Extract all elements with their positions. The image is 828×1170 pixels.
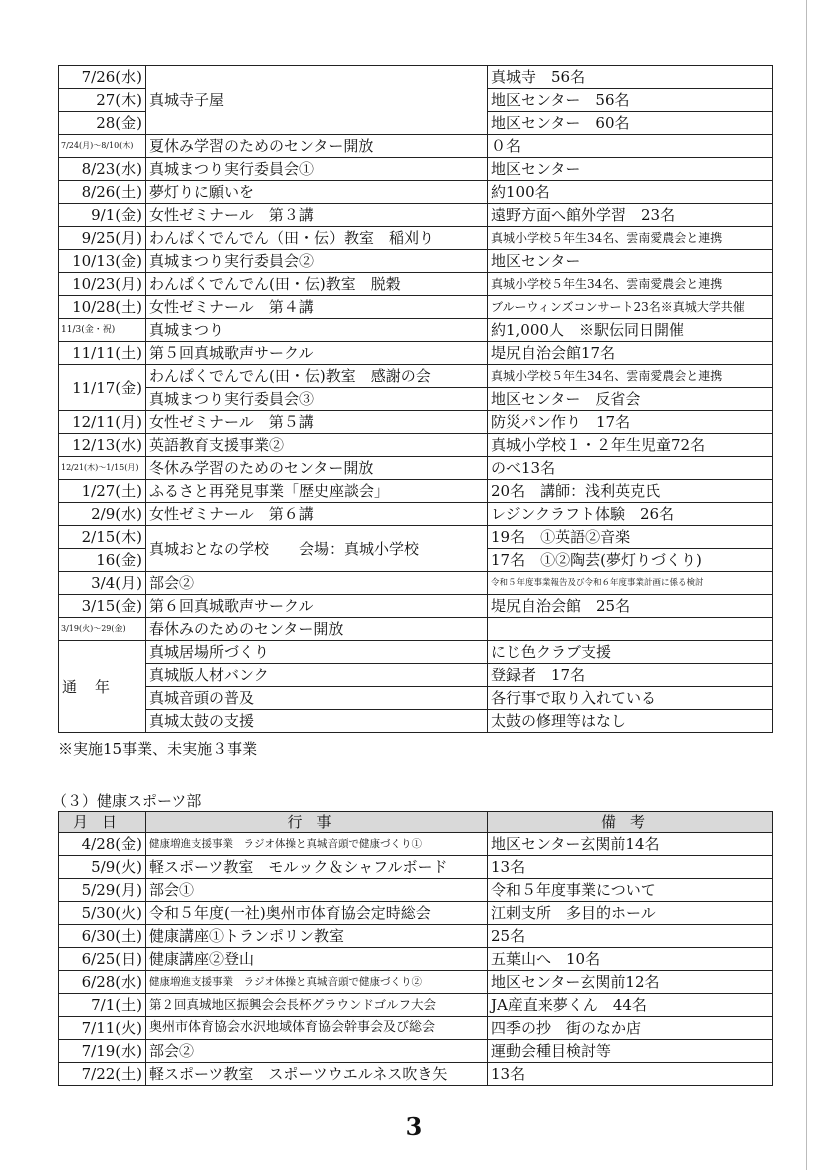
table-row <box>59 1040 773 1063</box>
table-row <box>59 411 773 434</box>
activity-cell: 真城まつり実行委員会② <box>146 250 488 273</box>
page-number: 3 <box>405 1112 423 1141</box>
table-row <box>59 971 773 994</box>
activity-cell: 部会② <box>146 1040 488 1063</box>
activity-cell: 春休みのためのセンター開放 <box>146 618 488 641</box>
remark-cell: 太鼓の修理等はなし <box>488 710 773 733</box>
date-cell: 7/24(月)～8/10(木) <box>59 135 146 158</box>
remark-cell: 17名 ①②陶芸(夢灯りづくり) <box>488 549 773 572</box>
remark-cell: 地区センター 56名 <box>488 89 773 112</box>
remark-cell: 地区センター 60名 <box>488 112 773 135</box>
date-cell: 7/1(土) <box>59 994 146 1017</box>
date-cell: 12/13(水) <box>59 434 146 457</box>
remark-cell: にじ色クラブ支援 <box>488 641 773 664</box>
table-row <box>59 572 773 595</box>
date-cell: 4/28(金) <box>59 833 146 856</box>
table-row <box>59 595 773 618</box>
remark-cell: 地区センター 反省会 <box>488 388 773 411</box>
page-edge-line <box>806 0 807 1170</box>
remark-cell: 約100名 <box>488 181 773 204</box>
table-row <box>59 273 773 296</box>
header-activity: 行事 <box>146 812 488 833</box>
table-row <box>59 319 773 342</box>
activity-cell: 女性ゼミナール 第５講 <box>146 411 488 434</box>
remark-cell: 堤尻自治会館 25名 <box>488 595 773 618</box>
through-year-cell: 通年 <box>59 641 146 733</box>
remark-cell: ブルーウィンズコンサート23名※真城大学共催 <box>488 296 773 319</box>
date-cell: 6/30(土) <box>59 925 146 948</box>
activity-cell: 真城居場所づくり <box>146 641 488 664</box>
remark-cell <box>488 618 773 641</box>
remark-cell: 20名 講師：浅利英克氏 <box>488 480 773 503</box>
activity-cell: 健康増進支援事業 ラジオ体操と真城音頭で健康づくり① <box>146 833 488 856</box>
date-cell: 9/25(月) <box>59 227 146 250</box>
date-cell: 1/27(土) <box>59 480 146 503</box>
remark-cell: 五葉山へ 10名 <box>488 948 773 971</box>
date-cell: 5/30(火) <box>59 902 146 925</box>
activity-cell: 真城太鼓の支援 <box>146 710 488 733</box>
activity-cell: 第５回真城歌声サークル <box>146 342 488 365</box>
header-date: 月日 <box>59 812 146 833</box>
remark-cell: 約1,000人 ※駅伝同日開催 <box>488 319 773 342</box>
table-row <box>59 879 773 902</box>
activity-cell: 軽スポーツ教室 モルック＆シャフルボード <box>146 856 488 879</box>
activity-cell: 軽スポーツ教室 スポーツウエルネス吹き矢 <box>146 1063 488 1086</box>
remark-cell: 遠野方面へ館外学習 23名 <box>488 204 773 227</box>
date-cell: 28(金) <box>59 112 146 135</box>
date-cell: 3/4(月) <box>59 572 146 595</box>
activity-cell: 女性ゼミナール 第４講 <box>146 296 488 319</box>
date-cell: 7/26(水) <box>59 66 146 89</box>
date-cell: 10/23(月) <box>59 273 146 296</box>
table-row <box>59 342 773 365</box>
table-row <box>59 158 773 181</box>
activity-cell: 健康講座②登山 <box>146 948 488 971</box>
table-row <box>59 526 773 549</box>
table-row <box>59 457 773 480</box>
remark-cell: 江刺支所 多目的ホール <box>488 902 773 925</box>
activity-cell: 第２回真城地区振興会会長杯グラウンドゴルフ大会 <box>146 994 488 1017</box>
date-cell: 9/1(金) <box>59 204 146 227</box>
table-row <box>59 902 773 925</box>
table-row <box>59 618 773 641</box>
table-row <box>59 296 773 319</box>
table-row <box>59 856 773 879</box>
remark-cell: 四季の抄 街のなか店 <box>488 1017 773 1040</box>
activity-cell: 真城音頭の普及 <box>146 687 488 710</box>
table-row <box>59 66 773 89</box>
remark-cell: 13名 <box>488 856 773 879</box>
remark-cell: 各行事で取り入れている <box>488 687 773 710</box>
table-row <box>59 925 773 948</box>
activity-cell: 真城寺子屋 <box>146 66 488 135</box>
table-row <box>59 135 773 158</box>
activity-cell: 夢灯りに願いを <box>146 181 488 204</box>
date-cell: 3/15(金) <box>59 595 146 618</box>
activity-cell: 健康講座①トランポリン教室 <box>146 925 488 948</box>
activity-cell: 真城まつり実行委員会① <box>146 158 488 181</box>
date-cell: 3/19(火)～29(金) <box>59 618 146 641</box>
activity-cell: 冬休み学習のためのセンター開放 <box>146 457 488 480</box>
date-cell: 2/15(木) <box>59 526 146 549</box>
table-row <box>59 480 773 503</box>
date-cell: 10/28(土) <box>59 296 146 319</box>
schedule-table-2 <box>58 811 773 1086</box>
date-cell: 6/28(水) <box>59 971 146 994</box>
section-title: （３）健康スポーツ部 <box>52 792 202 810</box>
remark-cell: 19名 ①英語②音楽 <box>488 526 773 549</box>
remark-cell: のべ13名 <box>488 457 773 480</box>
date-cell: 11/3(金・祝) <box>59 319 146 342</box>
date-cell: 8/26(土) <box>59 181 146 204</box>
table-row <box>59 641 773 664</box>
remark-cell: 運動会種目検討等 <box>488 1040 773 1063</box>
table-row <box>59 434 773 457</box>
remark-cell: ０名 <box>488 135 773 158</box>
date-cell: 12/11(月) <box>59 411 146 434</box>
activity-cell: ふるさと再発見事業「歴史座談会」 <box>146 480 488 503</box>
activity-cell: 女性ゼミナール 第６講 <box>146 503 488 526</box>
date-cell: 27(木) <box>59 89 146 112</box>
activity-cell: 第６回真城歌声サークル <box>146 595 488 618</box>
remark-cell: 防災パン作り 17名 <box>488 411 773 434</box>
remark-cell: 真城小学校１・２年生児童72名 <box>488 434 773 457</box>
date-cell: 6/25(日) <box>59 948 146 971</box>
remark-cell: 地区センター <box>488 158 773 181</box>
remark-cell: 地区センター <box>488 250 773 273</box>
table-row <box>59 181 773 204</box>
table-row <box>59 687 773 710</box>
remark-cell: 真城小学校５年生34名、雲南愛農会と連携 <box>488 273 773 296</box>
table-row <box>59 503 773 526</box>
date-cell: 2/9(水) <box>59 503 146 526</box>
activity-cell: 部会① <box>146 879 488 902</box>
activity-cell: 部会② <box>146 572 488 595</box>
date-cell: 5/9(火) <box>59 856 146 879</box>
remark-cell: 地区センター玄関前14名 <box>488 833 773 856</box>
remark-cell: レジンクラフト体験 26名 <box>488 503 773 526</box>
table-row <box>59 994 773 1017</box>
remark-cell: 堤尻自治会館17名 <box>488 342 773 365</box>
activity-cell: 健康増進支援事業 ラジオ体操と真城音頭で健康づくり② <box>146 971 488 994</box>
remark-cell: 真城小学校５年生34名、雲南愛農会と連携 <box>488 365 773 388</box>
table-row <box>59 365 773 388</box>
table-row <box>59 710 773 733</box>
date-cell: 8/23(水) <box>59 158 146 181</box>
activity-cell: わんぱくでんでん(田・伝)教室 脱穀 <box>146 273 488 296</box>
remark-cell: 25名 <box>488 925 773 948</box>
table-row <box>59 664 773 687</box>
header-remark: 備考 <box>488 812 773 833</box>
date-cell: 7/22(土) <box>59 1063 146 1086</box>
remark-cell: 真城小学校５年生34名、雲南愛農会と連携 <box>488 227 773 250</box>
activity-cell: 女性ゼミナール 第３講 <box>146 204 488 227</box>
summary-note: ※実施15事業、未実施３事業 <box>58 740 258 758</box>
date-cell: 11/11(土) <box>59 342 146 365</box>
remark-cell: 令和５年度事業について <box>488 879 773 902</box>
table-row <box>59 250 773 273</box>
date-cell: 12/21(木)～1/15(月) <box>59 457 146 480</box>
table-row <box>59 227 773 250</box>
activity-cell: 夏休み学習のためのセンター開放 <box>146 135 488 158</box>
table-row <box>59 388 773 411</box>
remark-cell: 地区センター玄関前12名 <box>488 971 773 994</box>
table-row <box>59 1017 773 1040</box>
activity-cell: 真城おとなの学校 会場：真城小学校 <box>146 526 488 572</box>
date-cell: 16(金) <box>59 549 146 572</box>
table-row <box>59 948 773 971</box>
table-row <box>59 204 773 227</box>
activity-cell: 真城まつり実行委員会③ <box>146 388 488 411</box>
remark-cell: 登録者 17名 <box>488 664 773 687</box>
remark-cell: 真城寺 56名 <box>488 66 773 89</box>
activity-cell: 真城まつり <box>146 319 488 342</box>
remark-cell: JA産直来夢くん 44名 <box>488 994 773 1017</box>
schedule-table-1 <box>58 65 773 733</box>
table-header-row <box>59 812 773 833</box>
activity-cell: 令和５年度(一社)奥州市体育協会定時総会 <box>146 902 488 925</box>
date-cell: 5/29(月) <box>59 879 146 902</box>
date-cell: 10/13(金) <box>59 250 146 273</box>
date-cell: 7/19(水) <box>59 1040 146 1063</box>
date-cell: 7/11(火) <box>59 1017 146 1040</box>
activity-cell: 奥州市体育協会水沢地域体育協会幹事会及び総会 <box>146 1017 488 1040</box>
activity-cell: 英語教育支援事業② <box>146 434 488 457</box>
remark-cell: 13名 <box>488 1063 773 1086</box>
activity-cell: 真城版人材バンク <box>146 664 488 687</box>
table-row <box>59 833 773 856</box>
remark-cell: 令和５年度事業報告及び令和６年度事業計画に係る検討 <box>488 572 773 595</box>
activity-cell: わんぱくでんでん(田・伝)教室 感謝の会 <box>146 365 488 388</box>
activity-cell: わんぱくでんでん（田・伝）教室 稲刈り <box>146 227 488 250</box>
date-cell: 11/17(金) <box>59 365 146 411</box>
table-row <box>59 1063 773 1086</box>
